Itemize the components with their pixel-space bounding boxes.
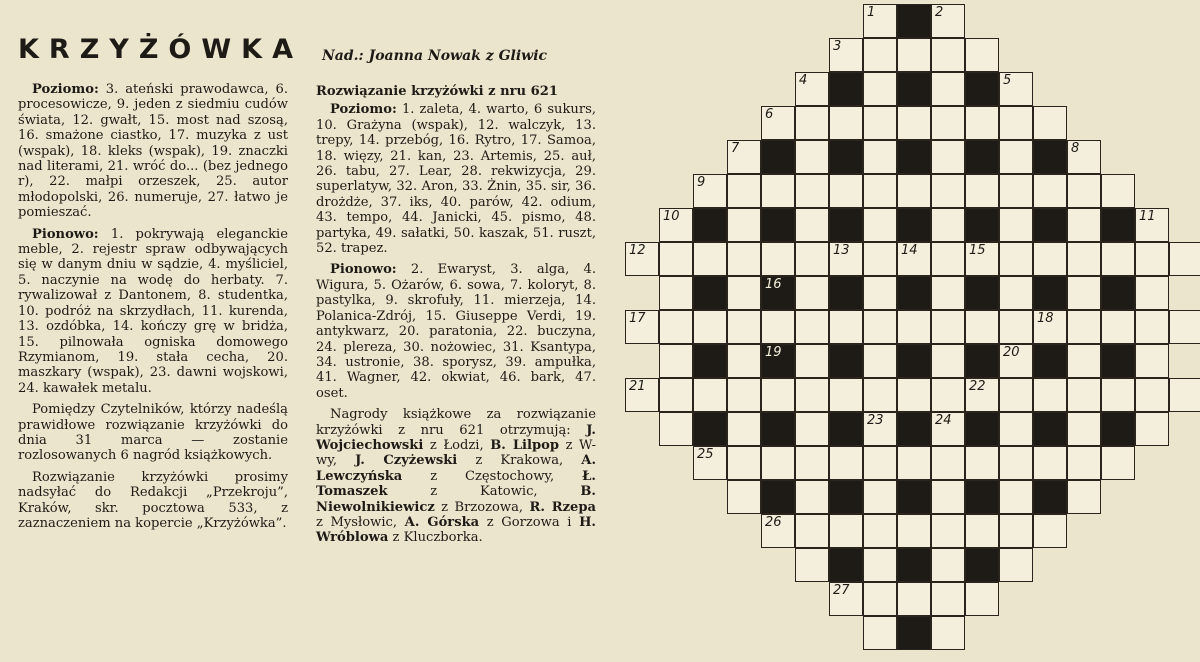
crossword-block xyxy=(897,4,931,38)
clue-number: 13 xyxy=(833,243,850,258)
crossword-cell[interactable] xyxy=(999,412,1033,446)
clue-number: 18 xyxy=(1037,311,1054,326)
crossword-cell[interactable] xyxy=(659,378,693,412)
crossword-cell[interactable] xyxy=(1067,174,1101,208)
crossword-cell[interactable] xyxy=(1135,276,1169,310)
crossword-cell[interactable] xyxy=(1101,310,1135,344)
crossword-block xyxy=(897,480,931,514)
winner-place: z Mysłowic, xyxy=(316,514,405,530)
crossword-cell[interactable] xyxy=(863,548,897,582)
down-label: Pionowo: xyxy=(32,226,99,242)
crossword-cell[interactable] xyxy=(1101,174,1135,208)
winner-name: B. Niewolnikiewicz xyxy=(316,484,596,515)
crossword-cell[interactable] xyxy=(863,242,897,276)
crossword-block xyxy=(1033,480,1067,514)
crossword-cell[interactable] xyxy=(625,310,659,344)
crossword-block xyxy=(1033,344,1067,378)
crossword-block xyxy=(965,140,999,174)
winner-place: z Gorzowa i xyxy=(479,514,580,530)
crossword-cell[interactable] xyxy=(727,344,761,378)
crossword-cell[interactable] xyxy=(829,378,863,412)
crossword-block xyxy=(829,412,863,446)
crossword-cell[interactable] xyxy=(897,38,931,72)
crossword-block xyxy=(761,412,795,446)
crossword-cell[interactable] xyxy=(795,242,829,276)
crossword-cell[interactable] xyxy=(795,140,829,174)
crossword-cell[interactable] xyxy=(693,174,727,208)
crossword-cell[interactable] xyxy=(999,174,1033,208)
crossword-cell[interactable] xyxy=(1067,140,1101,174)
clues-down xyxy=(18,227,288,396)
crossword-cell[interactable] xyxy=(829,242,863,276)
crossword-cell[interactable] xyxy=(659,208,693,242)
clue-number: 15 xyxy=(969,243,986,258)
solution-across-text: 1. zaleta, 4. warto, 6 sukurs, 10. Grażyna (wspak), 12. walczyk, 13. trepy, 14. przebóg, 16. Rytro, 17. Samoa, 18. więzy, 21. kan, 23. Artemis, 25. auł, 26. tabu, 27. Lear, 28. rekwizycja, 29. superlatyw, 32. Aron, 33. Żnin, 35. sir, 36. drożdże, 37. iks, 40. parów, 42. odium, 43. tempo, 44. Janicki, 45. pismo, 48. partyka, 49. sałatki, 50. kaszak, 51. ruszt, 52. trapez. xyxy=(316,102,596,257)
crossword-block xyxy=(761,208,795,242)
winners-note xyxy=(316,407,596,546)
crossword-cell[interactable] xyxy=(863,310,897,344)
crossword-block xyxy=(897,72,931,106)
page-title: KRZYŻÓWKA xyxy=(18,34,303,65)
crossword-cell[interactable] xyxy=(659,242,693,276)
crossword-cell[interactable] xyxy=(999,310,1033,344)
crossword-cell[interactable] xyxy=(795,344,829,378)
crossword-cell[interactable] xyxy=(931,174,965,208)
clue-number: 9 xyxy=(697,175,706,190)
crossword-cell[interactable] xyxy=(999,446,1033,480)
crossword-cell[interactable] xyxy=(659,276,693,310)
crossword-cell[interactable] xyxy=(727,242,761,276)
crossword-cell[interactable] xyxy=(863,480,897,514)
crossword-block xyxy=(1101,276,1135,310)
crossword-cell[interactable] xyxy=(965,378,999,412)
down-text: 1. pokrywają eleganckie meble, 2. rejestr spraw odbywających się w danym dniu w sądzie, 4. myśliciel, 5. naczynie na wodę do herbaty. 7. rywalizował z Dantonem, 8. studentka, 10. podróż na skrzydłach, 11. kurenda, 13. ozdóbka, 14. kończy grę w bridża, 15. pilnowała ogniska domowego Rzymianom, 19. stała cecha, 20. maszkary (wspak), 23. dawni wojskowi, 24. kawałek metalu. xyxy=(18,226,288,396)
crossword-cell[interactable] xyxy=(1135,412,1169,446)
crossword-cell[interactable] xyxy=(863,4,897,38)
crossword-block xyxy=(829,72,863,106)
clue-number: 22 xyxy=(969,379,986,394)
crossword-cell[interactable] xyxy=(1033,310,1067,344)
crossword-cell[interactable] xyxy=(863,140,897,174)
crossword-block xyxy=(761,480,795,514)
crossword-block xyxy=(761,344,795,378)
crossword-cell[interactable] xyxy=(1101,378,1135,412)
clues-across xyxy=(18,82,288,221)
crossword-cell[interactable] xyxy=(761,446,795,480)
crossword-cell[interactable] xyxy=(1033,174,1067,208)
solution-column xyxy=(316,84,596,552)
send-note: Rozwiązanie krzyżówki prosimy nadsyłać do Redakcji „Przekroju”, Kraków, skr. pocztowa 533, z zaznaczeniem na kopercie „Krzyżówka”. xyxy=(18,469,288,531)
crossword-cell[interactable] xyxy=(863,72,897,106)
crossword-cell[interactable] xyxy=(931,480,965,514)
clue-number: 8 xyxy=(1071,141,1080,156)
crossword-cell[interactable] xyxy=(829,514,863,548)
crossword-block xyxy=(829,208,863,242)
crossword-cell[interactable] xyxy=(1033,106,1067,140)
crossword-cell[interactable] xyxy=(727,480,761,514)
clue-number: 25 xyxy=(697,447,714,462)
crossword-block xyxy=(1033,140,1067,174)
clue-number: 4 xyxy=(799,73,808,88)
crossword-cell[interactable] xyxy=(931,72,965,106)
clue-number: 10 xyxy=(663,209,680,224)
crossword-cell[interactable] xyxy=(931,276,965,310)
crossword-cell[interactable] xyxy=(795,174,829,208)
crossword-cell[interactable] xyxy=(761,106,795,140)
crossword-cell[interactable] xyxy=(999,344,1033,378)
winners-list xyxy=(316,423,596,546)
clue-number: 14 xyxy=(901,243,918,258)
clue-number: 21 xyxy=(629,379,646,394)
crossword-cell[interactable] xyxy=(965,174,999,208)
solution-across-label: Poziomo: xyxy=(330,102,397,118)
solution-down-text: 2. Ewaryst, 3. alga, 4. Wigura, 5. Ożarów, 6. sowa, 7. koloryt, 8. pastylka, 9. skrofuły, 11. mierzeja, 14. Polanica-Zdrój, 15. Giuseppe Verdi, 19. antykwarz, 20. paratonia, 22. buczyna, 24. plereza, 30. nożowiec, 31. Ksantypa, 34. ustronie, 38. sporysz, 39. ampułka, 41. Wagner, 42. okwiat, 46. bark, 47. oset. xyxy=(316,262,596,401)
crossword-cell[interactable] xyxy=(1033,514,1067,548)
crossword-block xyxy=(965,548,999,582)
crossword-cell[interactable] xyxy=(829,174,863,208)
crossword-cell[interactable] xyxy=(1101,242,1135,276)
crossword-cell[interactable] xyxy=(999,106,1033,140)
crossword-cell[interactable] xyxy=(999,276,1033,310)
crossword-cell[interactable] xyxy=(1067,378,1101,412)
crossword-cell[interactable] xyxy=(1067,310,1101,344)
crossword-cell[interactable] xyxy=(931,616,965,650)
crossword-block xyxy=(693,412,727,446)
clue-number: 7 xyxy=(731,141,740,156)
crossword-cell[interactable] xyxy=(1067,412,1101,446)
crossword-cell[interactable] xyxy=(965,106,999,140)
crossword-cell[interactable] xyxy=(795,310,829,344)
crossword-cell[interactable] xyxy=(1169,242,1200,276)
crossword-cell[interactable] xyxy=(1067,276,1101,310)
crossword-cell[interactable] xyxy=(727,310,761,344)
crossword-block xyxy=(1101,344,1135,378)
crossword-cell[interactable] xyxy=(1067,208,1101,242)
crossword-cell[interactable] xyxy=(1135,242,1169,276)
crossword-cell[interactable] xyxy=(1135,310,1169,344)
crossword-cell[interactable] xyxy=(795,514,829,548)
crossword-cell[interactable] xyxy=(863,378,897,412)
winner-place: z Brzozowa, xyxy=(434,499,530,515)
winner-name: A. Lewczyńska xyxy=(316,453,597,484)
crossword-cell[interactable] xyxy=(795,412,829,446)
crossword-cell[interactable] xyxy=(863,276,897,310)
crossword-cell[interactable] xyxy=(761,514,795,548)
crossword-cell[interactable] xyxy=(761,174,795,208)
clue-number: 5 xyxy=(1003,73,1012,88)
crossword-cell[interactable] xyxy=(999,140,1033,174)
crossword-cell[interactable] xyxy=(1101,446,1135,480)
winner-name: R. Rzepa xyxy=(529,499,596,515)
clue-number: 16 xyxy=(765,277,782,292)
crossword-cell[interactable] xyxy=(761,378,795,412)
crossword-block xyxy=(965,72,999,106)
crossword-cell[interactable] xyxy=(897,242,931,276)
crossword-cell[interactable] xyxy=(659,344,693,378)
crossword-cell[interactable] xyxy=(1067,344,1101,378)
clue-number: 2 xyxy=(935,5,944,20)
crossword-cell[interactable] xyxy=(727,446,761,480)
crossword-block xyxy=(897,276,931,310)
crossword-cell[interactable] xyxy=(1135,208,1169,242)
crossword-cell[interactable] xyxy=(931,446,965,480)
crossword-cell[interactable] xyxy=(897,514,931,548)
crossword-cell[interactable] xyxy=(1033,446,1067,480)
crossword-cell[interactable] xyxy=(965,242,999,276)
winner-place: z Kluczborka. xyxy=(388,530,483,546)
crossword-cell[interactable] xyxy=(727,140,761,174)
solution-down-label: Pionowo: xyxy=(330,262,397,278)
crossword-cell[interactable] xyxy=(727,276,761,310)
winner-place: z Częstochowy, xyxy=(402,468,583,484)
crossword-cell[interactable] xyxy=(829,446,863,480)
clue-number: 20 xyxy=(1003,345,1020,360)
crossword-cell[interactable] xyxy=(931,140,965,174)
crossword-cell[interactable] xyxy=(1033,242,1067,276)
winner-place: z Łodzi, xyxy=(423,437,491,453)
crossword-cell[interactable] xyxy=(931,242,965,276)
crossword-block xyxy=(693,276,727,310)
crossword-block xyxy=(761,276,795,310)
crossword-block xyxy=(897,616,931,650)
crossword-cell[interactable] xyxy=(965,446,999,480)
crossword-cell[interactable] xyxy=(625,242,659,276)
crossword-block xyxy=(829,140,863,174)
crossword-cell[interactable] xyxy=(1169,310,1200,344)
winner-name: J. Czyżewski xyxy=(355,453,458,469)
crossword-cell[interactable] xyxy=(795,378,829,412)
crossword-block xyxy=(1033,412,1067,446)
crossword-cell[interactable] xyxy=(931,582,965,616)
winner-name: Ł. Tomaszek xyxy=(316,468,596,500)
crossword-cell[interactable] xyxy=(1169,378,1200,412)
crossword-cell[interactable] xyxy=(1135,378,1169,412)
across-label: Poziomo: xyxy=(32,82,99,97)
crossword-block xyxy=(897,412,931,446)
crossword-block xyxy=(897,548,931,582)
winner-place: z W-wy, xyxy=(316,437,596,469)
crossword-cell[interactable] xyxy=(727,174,761,208)
crossword-block xyxy=(1101,208,1135,242)
crossword-cell[interactable] xyxy=(931,38,965,72)
clue-number: 6 xyxy=(765,107,774,122)
crossword-cell[interactable] xyxy=(897,446,931,480)
crossword-cell[interactable] xyxy=(999,72,1033,106)
clue-number: 27 xyxy=(833,583,850,598)
clue-number: 12 xyxy=(629,243,646,258)
crossword-block xyxy=(965,276,999,310)
clue-number: 1 xyxy=(867,5,876,20)
crossword-cell[interactable] xyxy=(999,242,1033,276)
crossword-block xyxy=(897,344,931,378)
crossword-cell[interactable] xyxy=(1067,242,1101,276)
clue-number: 24 xyxy=(935,413,952,428)
crossword-cell[interactable] xyxy=(829,310,863,344)
crossword-block xyxy=(829,480,863,514)
crossword-cell[interactable] xyxy=(829,38,863,72)
crossword-block xyxy=(761,140,795,174)
prize-intro: Nagrody książkowe za rozwiązanie krzyżówki z nru 621 otrzymują: xyxy=(316,407,596,438)
clue-number: 19 xyxy=(765,345,782,360)
crossword-cell[interactable] xyxy=(795,106,829,140)
crossword-block xyxy=(829,276,863,310)
crossword-cell[interactable] xyxy=(795,480,829,514)
crossword-cell[interactable] xyxy=(863,174,897,208)
crossword-cell[interactable] xyxy=(999,208,1033,242)
clue-number: 17 xyxy=(629,311,646,326)
crossword-block xyxy=(965,208,999,242)
solution-title: Rozwiązanie krzyżówki z nru 621 xyxy=(316,84,558,99)
crossword-cell[interactable] xyxy=(965,38,999,72)
crossword-cell[interactable] xyxy=(931,514,965,548)
crossword-cell[interactable] xyxy=(829,582,863,616)
crossword-block xyxy=(965,412,999,446)
winner-place: z Katowic, xyxy=(387,484,581,500)
crossword-cell[interactable] xyxy=(693,310,727,344)
crossword-cell[interactable] xyxy=(829,106,863,140)
crossword-cell[interactable] xyxy=(727,412,761,446)
crossword-block xyxy=(897,208,931,242)
crossword-cell[interactable] xyxy=(761,242,795,276)
crossword-cell[interactable] xyxy=(897,378,931,412)
across-text: 3. ateński prawodawca, 6. procesowicze, 9. jeden z siedmiu cudów świata, 12. gwałt, 15. most nad szosą, 16. smażone ciastko, 17. muzyka z ust (wspak), 18. kleks (wspak), 19. znaczki nad literami, 21. wróć do... (bez jednego r), 22. małpi orzeszek, 25. autor młodopolski, 26. numeruje, 27. łatwo je pomieszać. xyxy=(18,82,288,221)
crossword-cell[interactable] xyxy=(931,310,965,344)
crossword-cell[interactable] xyxy=(931,548,965,582)
crossword-cell[interactable] xyxy=(965,514,999,548)
crossword-cell[interactable] xyxy=(863,582,897,616)
crossword-cell[interactable] xyxy=(863,514,897,548)
solution-across xyxy=(316,102,596,256)
crossword-cell[interactable] xyxy=(863,344,897,378)
crossword-cell[interactable] xyxy=(931,106,965,140)
crossword-block xyxy=(897,140,931,174)
crossword-cell[interactable] xyxy=(897,310,931,344)
crossword-cell[interactable] xyxy=(625,378,659,412)
winner-name: A. Górska xyxy=(404,514,480,530)
crossword-cell[interactable] xyxy=(727,208,761,242)
crossword-cell[interactable] xyxy=(931,4,965,38)
winner-name: B. Lilpop xyxy=(490,437,560,453)
crossword-cell[interactable] xyxy=(795,72,829,106)
crossword-cell[interactable] xyxy=(863,446,897,480)
crossword-block xyxy=(829,344,863,378)
crossword-cell[interactable] xyxy=(931,378,965,412)
crossword-block xyxy=(965,344,999,378)
crossword-cell[interactable] xyxy=(897,174,931,208)
crossword-cell[interactable] xyxy=(897,582,931,616)
crossword-block xyxy=(1033,276,1067,310)
crossword-cell[interactable] xyxy=(795,548,829,582)
crossword-cell[interactable] xyxy=(659,412,693,446)
clue-number: 23 xyxy=(867,413,884,428)
author-credit: Nad.: Joanna Nowak z Gliwic xyxy=(322,48,548,64)
crossword-cell[interactable] xyxy=(1067,480,1101,514)
crossword-cell[interactable] xyxy=(999,480,1033,514)
clue-number: 3 xyxy=(833,39,842,54)
crossword-cell[interactable] xyxy=(1135,344,1169,378)
crossword-block xyxy=(1101,412,1135,446)
crossword-block xyxy=(1033,208,1067,242)
crossword-cell[interactable] xyxy=(999,514,1033,548)
clue-number: 26 xyxy=(765,515,782,530)
crossword-cell[interactable] xyxy=(863,412,897,446)
crossword-block xyxy=(693,208,727,242)
solution-down xyxy=(316,262,596,401)
crossword-cell[interactable] xyxy=(999,548,1033,582)
winner-name: J. Wojciechowski xyxy=(316,422,596,453)
crossword-cell[interactable] xyxy=(931,412,965,446)
crossword-cell[interactable] xyxy=(693,378,727,412)
crossword-cell[interactable] xyxy=(863,616,897,650)
crossword-cell[interactable] xyxy=(795,276,829,310)
crossword-cell[interactable] xyxy=(761,310,795,344)
crossword-cell[interactable] xyxy=(693,446,727,480)
crossword-block xyxy=(829,548,863,582)
crossword-cell[interactable] xyxy=(863,38,897,72)
crossword-cell[interactable] xyxy=(931,208,965,242)
crossword-cell[interactable] xyxy=(795,446,829,480)
contest-note: Pomiędzy Czytelników, którzy nadeślą prawidłowe rozwiązanie krzyżówki do dnia 31 marca — zostanie rozlosowanych 6 nagród książkowych. xyxy=(18,402,288,464)
crossword-cell[interactable] xyxy=(693,242,727,276)
crossword-cell[interactable] xyxy=(1033,378,1067,412)
crossword-cell[interactable] xyxy=(965,582,999,616)
crossword-cell[interactable] xyxy=(999,378,1033,412)
clues-column xyxy=(18,82,288,537)
crossword-cell[interactable] xyxy=(659,310,693,344)
crossword-cell[interactable] xyxy=(795,208,829,242)
crossword-block xyxy=(965,480,999,514)
crossword-cell[interactable] xyxy=(931,344,965,378)
clue-number: 11 xyxy=(1139,209,1156,224)
crossword-cell[interactable] xyxy=(897,106,931,140)
crossword-cell[interactable] xyxy=(863,106,897,140)
winner-name: H. Wróblowa xyxy=(316,514,596,546)
crossword-cell[interactable] xyxy=(863,208,897,242)
crossword-cell[interactable] xyxy=(965,310,999,344)
winner-place: z Krakowa, xyxy=(457,453,582,469)
crossword-cell[interactable] xyxy=(1067,446,1101,480)
crossword-cell[interactable] xyxy=(727,378,761,412)
crossword-block xyxy=(693,344,727,378)
